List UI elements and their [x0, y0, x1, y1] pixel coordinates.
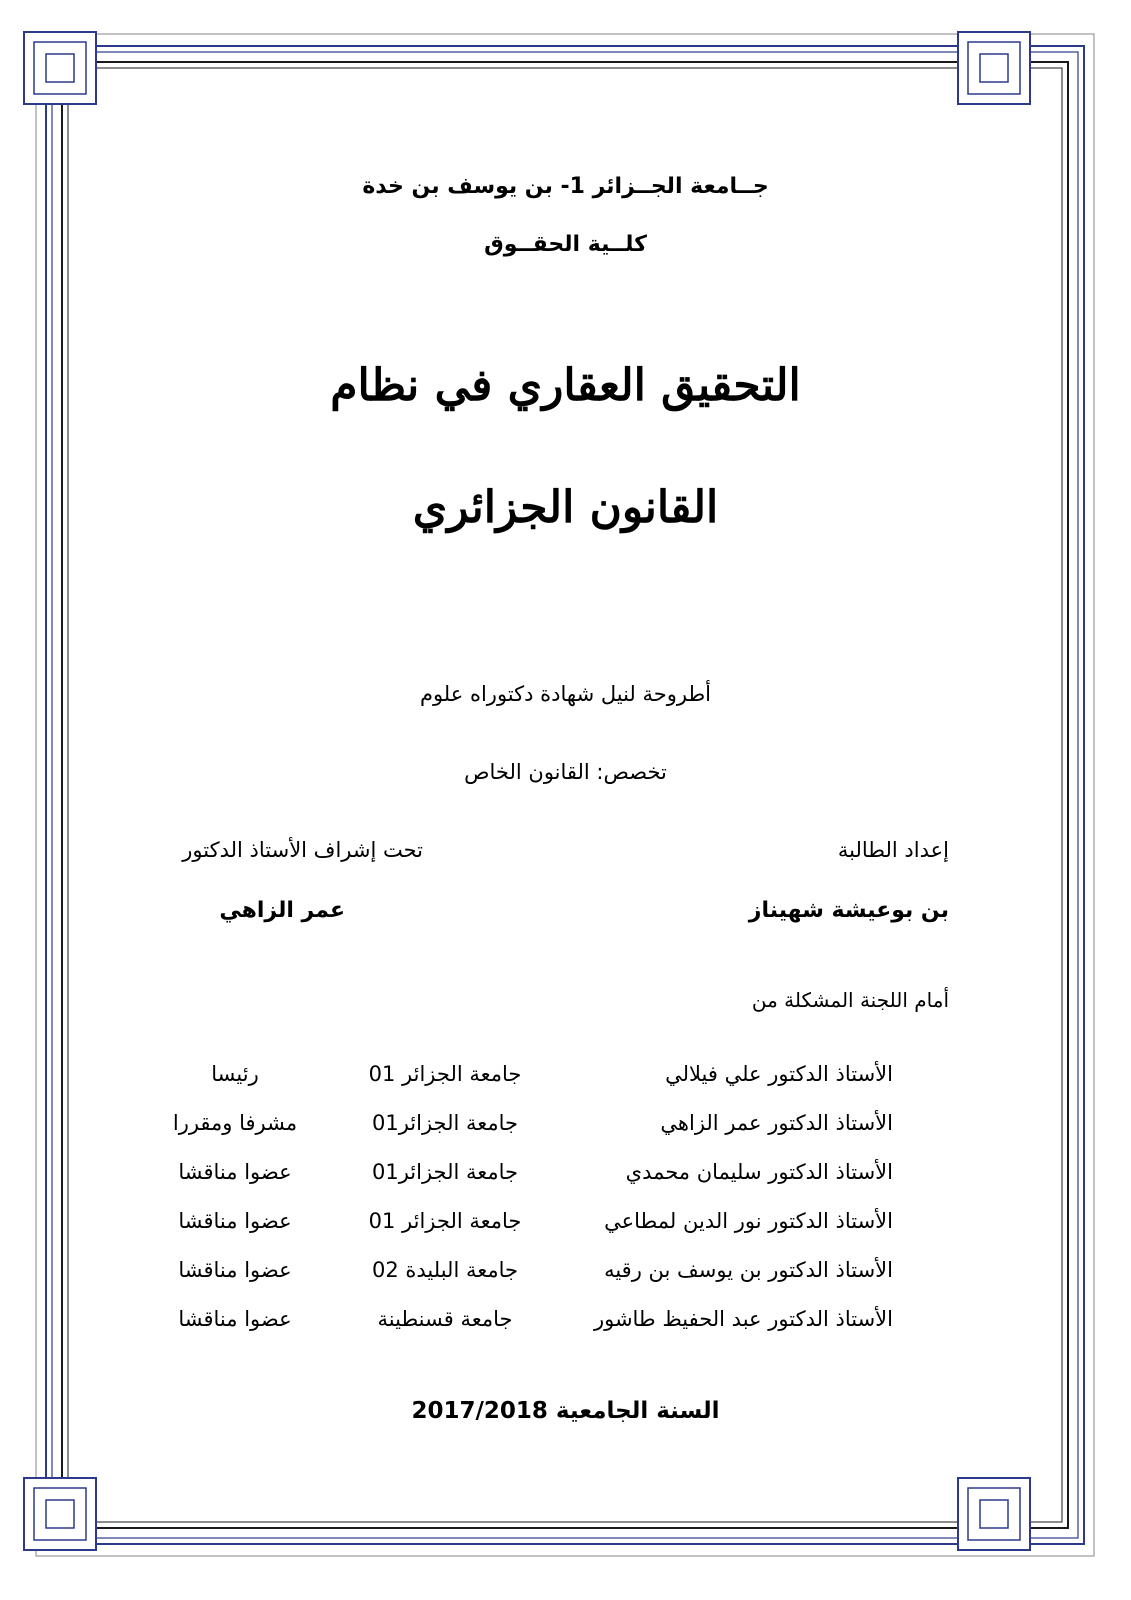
- member-role: رئيسا: [211, 1062, 259, 1086]
- member-role: مشرفا ومقررا: [172, 1111, 298, 1135]
- thesis-title-line-1: التحقيق العقاري في نظام: [330, 360, 801, 411]
- university-name: جــامعة الجــزائر 1- بن يوسف بن خدة: [362, 174, 769, 199]
- academic-year: السنة الجامعية 2017/2018: [411, 1398, 720, 1424]
- member-name: الأستاذ الدكتور بن يوسف بن رقيه: [604, 1258, 893, 1282]
- supervisor-name: عمر الزاهي: [219, 898, 345, 923]
- committee-row: [0, 1062, 1131, 1094]
- member-name: الأستاذ الدكتور نور الدين لمطاعي: [604, 1209, 893, 1233]
- member-university: جامعة قسنطينة: [377, 1307, 513, 1331]
- committee-row: [0, 1209, 1131, 1241]
- committee-row: [0, 1160, 1131, 1192]
- degree-statement: أطروحة لنيل شهادة دكتوراه علوم: [419, 682, 712, 706]
- committee-row: [0, 1111, 1131, 1143]
- student-name: بن بوعيشة شهيناز: [748, 898, 949, 923]
- committee-row: [0, 1307, 1131, 1339]
- specialty: تخصص: القانون الخاص: [464, 760, 667, 784]
- faculty-name: كلــية الحقــوق: [484, 232, 647, 257]
- member-university: جامعة البليدة 02: [372, 1258, 518, 1282]
- committee-label: أمام اللجنة المشكلة من: [751, 988, 949, 1012]
- member-university: جامعة الجزائر01: [371, 1160, 519, 1184]
- member-role: عضوا مناقشا: [178, 1209, 292, 1233]
- supervisor-label: تحت إشراف الأستاذ الدكتور: [182, 838, 423, 862]
- member-name: الأستاذ الدكتور علي فيلالي: [665, 1062, 893, 1086]
- member-university: جامعة الجزائر 01: [368, 1062, 522, 1086]
- member-name: الأستاذ الدكتور سليمان محمدي: [625, 1160, 893, 1184]
- member-university: جامعة الجزائر01: [371, 1111, 519, 1135]
- member-name: الأستاذ الدكتور عمر الزاهي: [660, 1111, 893, 1135]
- committee-row: [0, 1258, 1131, 1290]
- member-role: عضوا مناقشا: [178, 1160, 292, 1184]
- member-name: الأستاذ الدكتور عبد الحفيظ طاشور: [593, 1307, 893, 1331]
- member-university: جامعة الجزائر 01: [368, 1209, 522, 1233]
- member-role: عضوا مناقشا: [178, 1258, 292, 1282]
- student-label: إعداد الطالبة: [837, 838, 949, 862]
- thesis-title-line-2: القانون الجزائري: [412, 482, 719, 533]
- member-role: عضوا مناقشا: [178, 1307, 292, 1331]
